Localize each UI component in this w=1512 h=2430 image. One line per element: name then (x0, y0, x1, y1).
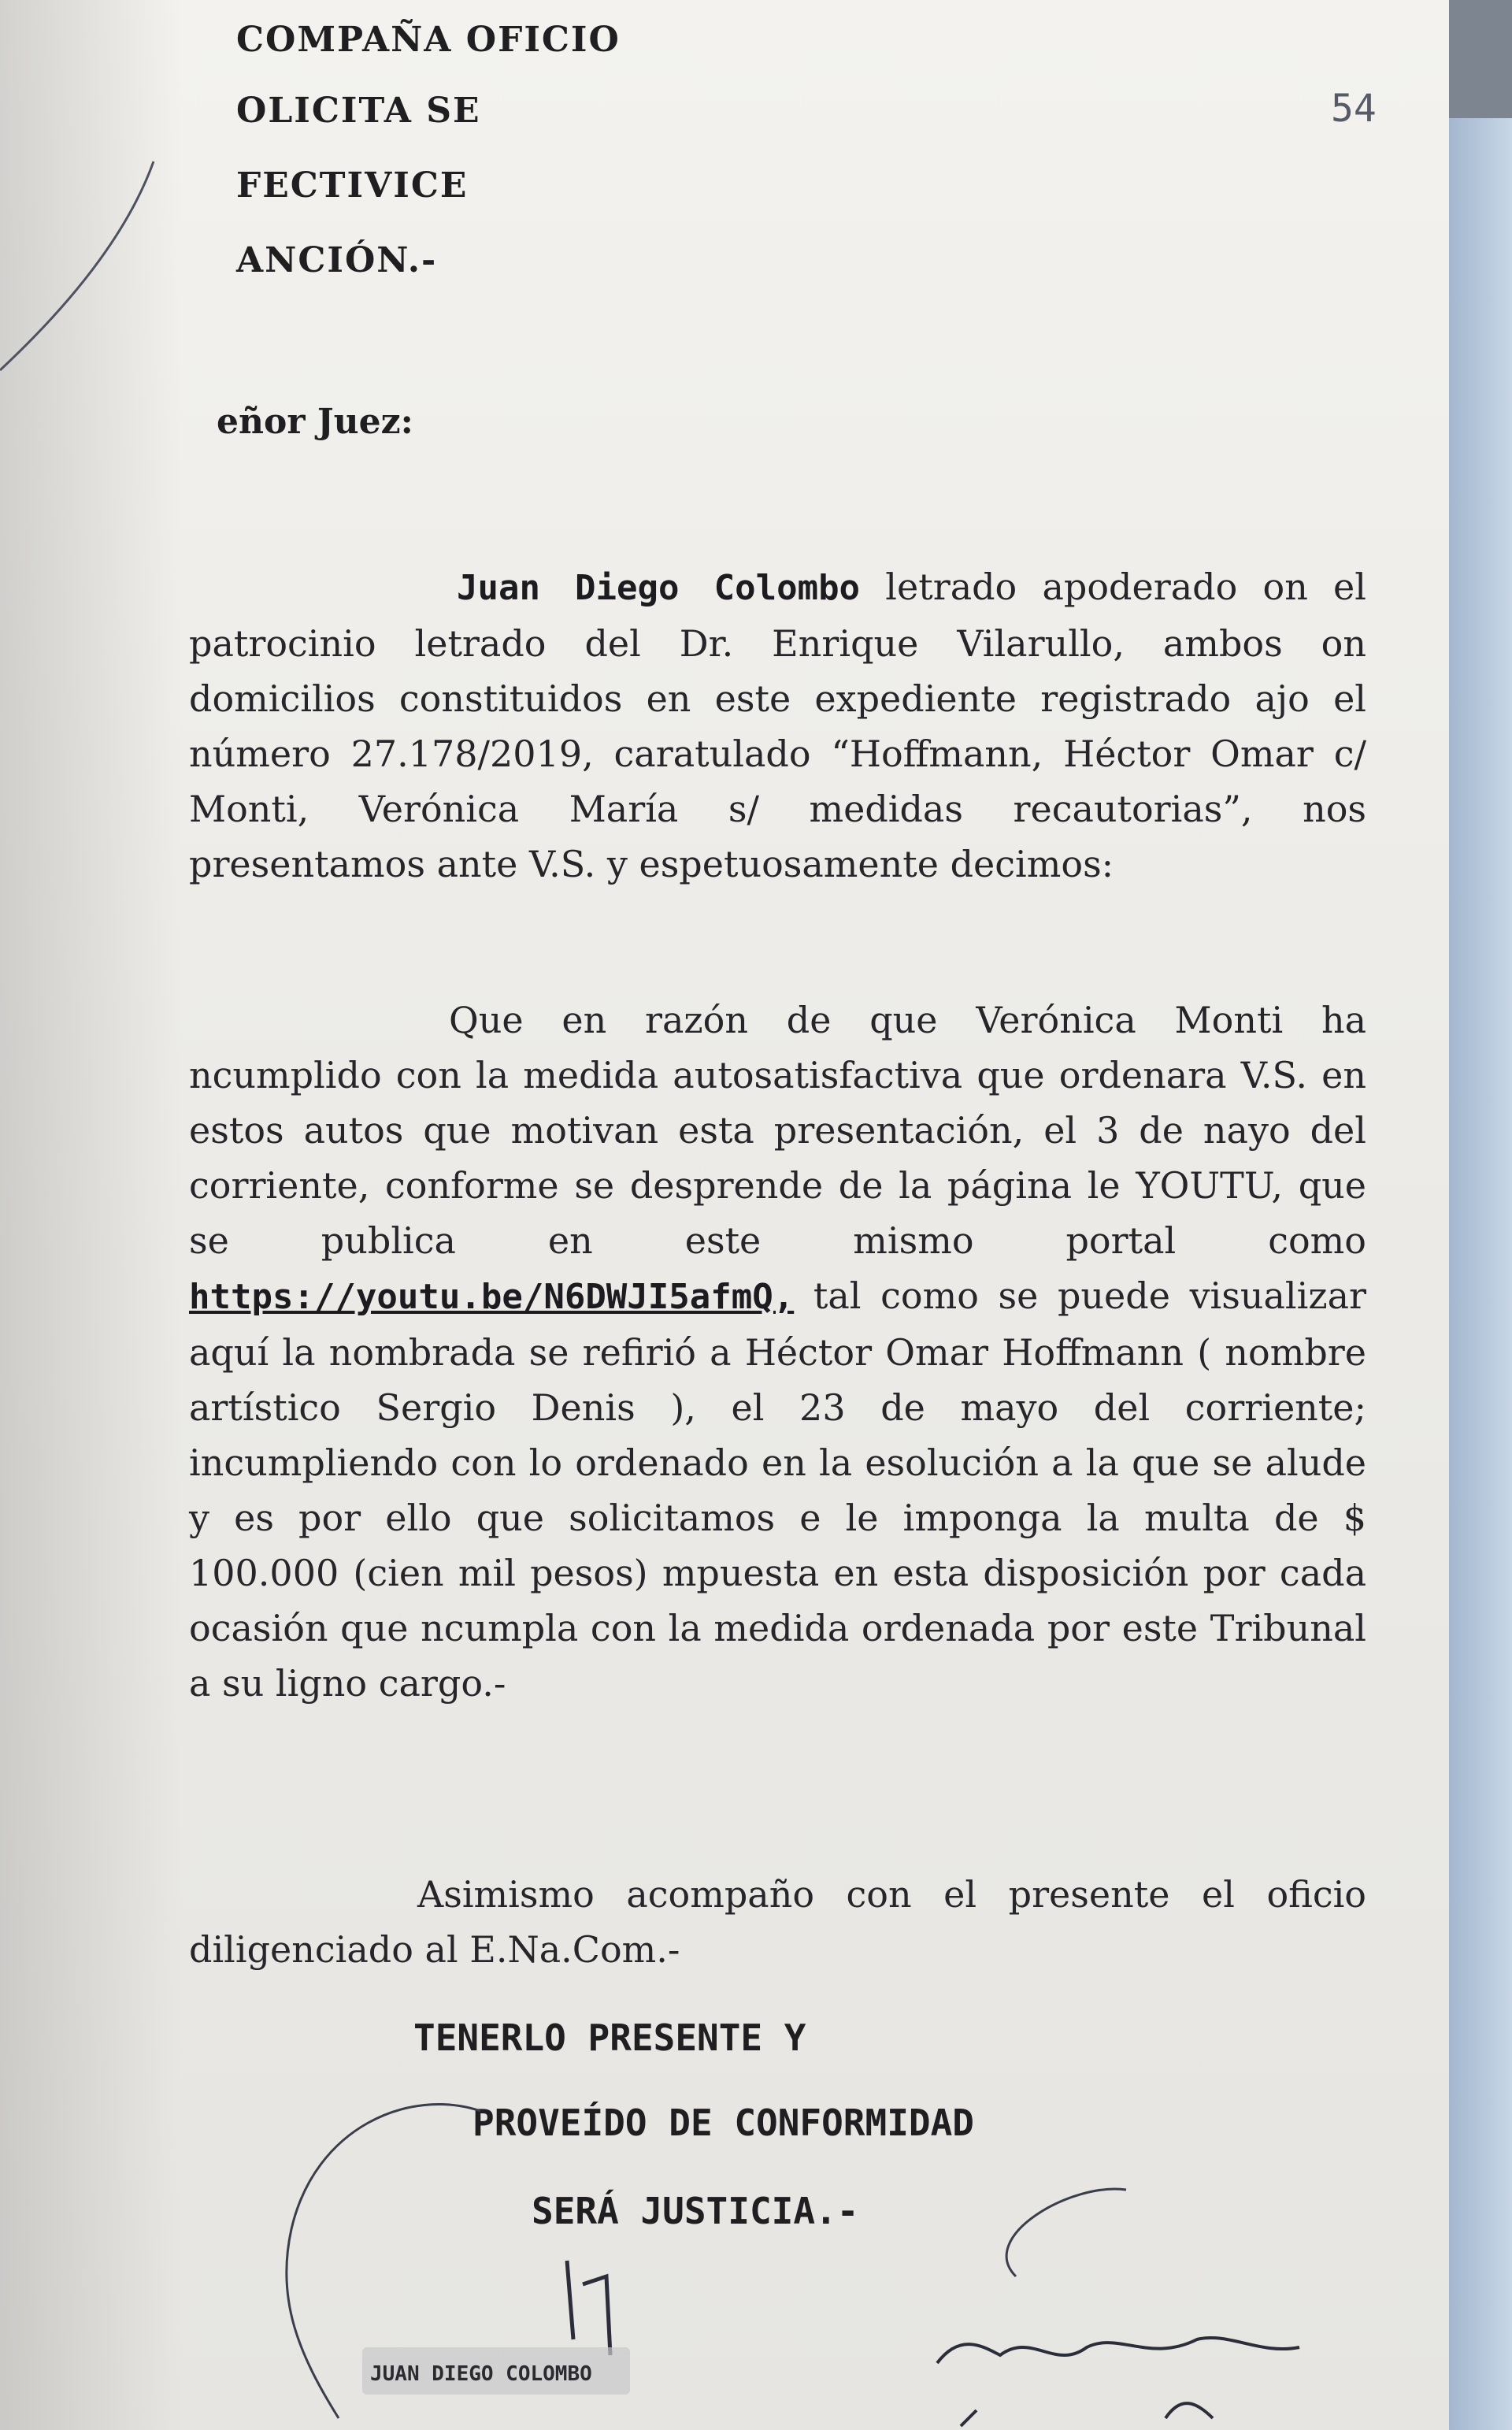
signature-left (287, 2105, 630, 2418)
signature-area (0, 2095, 1449, 2430)
fold-line-mark (0, 0, 236, 473)
youtube-link[interactable]: https://youtu.be/N6DWJI5afmQ, (189, 1277, 795, 1317)
paragraph-3-text: Asimismo acompaño con el presente el oficio diligenciado al E.Na.Com.- (189, 1873, 1366, 1971)
signature-right (937, 2189, 1299, 2426)
closing-line-3: SERÁ JUSTICIA.- (532, 2190, 859, 2232)
paragraph-3 (189, 1867, 1366, 1977)
closing-line-1: TENERLO PRESENTE Y (413, 2016, 806, 2059)
background-surface (1441, 118, 1512, 2430)
paragraph-2 (189, 992, 1366, 1711)
stamp-text: JUAN DIEGO COLOMBO (370, 2362, 592, 2386)
salutation: eñor Juez: (217, 402, 413, 442)
paragraph-1-text: letrado apoderado on el patrocinio letrado del Dr. Enrique Vilarullo, ambos on domicilios constituidos en este expediente registrado ajo el número 27.178/2019, caratulado “Hoffmann, Héctor Omar c/ Monti, Verónica María s/ medidas recautorias”, nos presentamos ante V.S. y espetuosamente decimos: (189, 566, 1366, 885)
heading-line-2: OLICITA SE (236, 91, 481, 131)
paragraph-1 (189, 559, 1366, 892)
page-number: 54 (1331, 87, 1377, 131)
heading-line-4: ANCIÓN.- (236, 240, 438, 280)
paragraph-2-text-after: tal como se puede visualizar aquí la nombrada se refirió a Héctor Omar Hoffmann ( nombre artístico Sergio Denis ), el 23 de mayo del corriente; incumpliendo con lo ordenado en la esolución a la que se alude y es por ello que solicitamos e le imponga la multa de $ 100.000 (cien mil pesos) mpuesta en esta disposición por cada ocasión que ncumpla con la medida ordenada por este Tribunal a su ligno cargo.- (189, 1274, 1367, 1705)
closing-line-2: PROVEÍDO DE CONFORMIDAD (472, 2102, 974, 2144)
lawyer-name: Juan Diego Colombo (457, 568, 861, 608)
paragraph-2-text-before: Que en razón de que Verónica Monti ha ncumplido con la medida autosatisfactiva que ordenara V.S. en estos autos que motivan esta presentación, el 3 de nayo del corriente, conforme se desprende de la página le YOUTU, que se publica en este mismo portal como (189, 999, 1366, 1262)
heading-line-1: COMPAÑA OFICIO (236, 20, 621, 60)
heading-line-3: FECTIVICE (236, 165, 469, 206)
